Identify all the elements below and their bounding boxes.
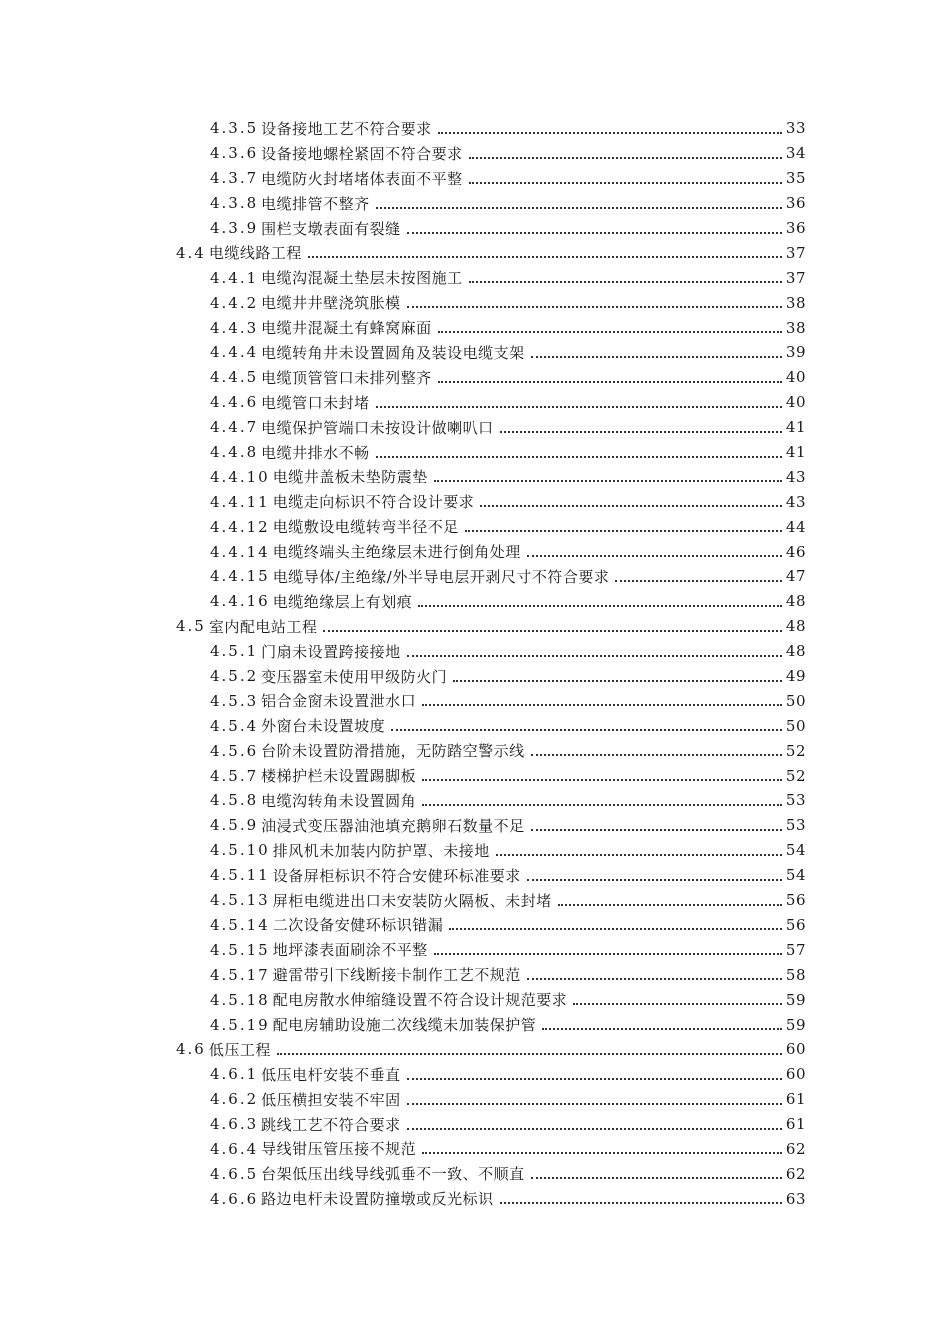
toc-entry-page-number: 62: [785, 1139, 806, 1158]
toc-entry-title: 油浸式变压器油池填充鹅卵石数量不足: [261, 816, 525, 835]
dot-leader: [480, 504, 782, 507]
toc-entry[interactable]: [0, 1012, 806, 1037]
toc-entry-page-number: 47: [785, 567, 806, 586]
toc-entry-number: 4.5.2: [210, 667, 259, 686]
toc-entry-number: 4.3.6: [210, 144, 259, 163]
toc-entry-title: 台阶未设置防滑措施，无防踏空警示线: [261, 742, 525, 761]
toc-entry-title: 低压横担安装不牢固: [261, 1090, 401, 1109]
toc-entry-page-number: 60: [785, 1040, 806, 1059]
toc-entry-title: 电缆顶管管口未排列整齐: [261, 368, 432, 387]
toc-entry-page-number: 62: [785, 1164, 806, 1183]
dot-leader: [469, 156, 782, 159]
toc-entry-number: 4.6: [176, 1040, 206, 1059]
toc-entry-number: 4.5.11: [210, 866, 270, 885]
toc-entry-page-number: 40: [785, 393, 806, 412]
toc-entry-number: 4.4.7: [210, 418, 259, 437]
dot-leader: [527, 977, 782, 980]
toc-entry-number: 4.6.1: [210, 1065, 259, 1084]
toc-entry-title: 配电房散水伸缩缝设置不符合设计规范要求: [272, 991, 568, 1010]
toc-entry-page-number: 37: [785, 268, 806, 287]
toc-entry[interactable]: [0, 937, 806, 962]
toc-entry[interactable]: [0, 838, 806, 863]
dot-leader: [438, 380, 782, 383]
toc-entry-page-number: 61: [785, 1090, 806, 1109]
toc-entry[interactable]: [0, 863, 806, 888]
toc-entry[interactable]: [0, 564, 806, 589]
toc-entry-page-number: 46: [785, 542, 806, 561]
toc-entry-title: 电缆井井壁浇筑胀模: [261, 294, 401, 313]
toc-entry[interactable]: [0, 365, 806, 390]
toc-entry[interactable]: [0, 240, 806, 265]
toc-entry-number: 4.6.6: [210, 1189, 259, 1208]
toc-entry[interactable]: [0, 888, 806, 913]
dot-leader: [527, 554, 782, 557]
dot-leader: [422, 1151, 782, 1154]
toc-entry-title: 外窗台未设置坡度: [261, 717, 386, 736]
toc-entry[interactable]: [0, 688, 806, 713]
toc-entry-page-number: 52: [785, 741, 806, 760]
toc-entry-number: 4.4.14: [210, 542, 270, 561]
dot-leader: [573, 1002, 782, 1005]
toc-entry[interactable]: [0, 813, 806, 838]
toc-entry-title: 电缆绝缘层上有划痕: [272, 592, 413, 611]
toc-entry[interactable]: [0, 1161, 806, 1186]
toc-entry-page-number: 59: [785, 1015, 806, 1034]
toc-entry-page-number: 60: [785, 1065, 806, 1084]
toc-entry-number: 4.4.11: [210, 492, 270, 511]
toc-entry-page-number: 40: [785, 368, 806, 387]
dot-leader: [531, 1176, 782, 1179]
toc-entry-title: 电缆管口未封堵: [261, 393, 370, 412]
toc-entry-page-number: 57: [785, 940, 806, 959]
toc-entry-number: 4.4.2: [210, 293, 259, 312]
toc-entry[interactable]: [0, 539, 806, 564]
toc-entry[interactable]: [0, 1186, 806, 1211]
toc-entry-title: 电缆沟转角未设置圆角: [261, 791, 417, 810]
dot-leader: [422, 778, 782, 781]
dot-leader: [500, 1201, 782, 1204]
dot-leader: [376, 405, 782, 408]
toc-entry-page-number: 54: [785, 866, 806, 885]
toc-entry[interactable]: [0, 1037, 806, 1062]
dot-leader: [422, 803, 782, 806]
toc-entry-page-number: 58: [785, 965, 806, 984]
toc-entry-number: 4.3.7: [210, 169, 259, 188]
toc-entry-number: 4.5.17: [210, 965, 270, 984]
toc-entry[interactable]: [0, 216, 806, 241]
toc-entry-page-number: 61: [785, 1115, 806, 1134]
dot-leader: [434, 479, 782, 482]
toc-entry-number: 4.5.4: [210, 716, 259, 735]
dot-leader: [531, 828, 782, 831]
toc-entry-number: 4.6.4: [210, 1139, 259, 1158]
toc-entry-title: 室内配电站工程: [208, 617, 318, 636]
toc-entry[interactable]: [0, 614, 806, 639]
toc-entry-title: 电缆沟混凝土垫层未按图施工: [261, 269, 463, 288]
toc-entry-title: 电缆保护管端口未按设计做喇叭口: [261, 418, 494, 437]
toc-entry[interactable]: [0, 390, 806, 415]
toc-entry-number: 4.5.3: [210, 691, 259, 710]
toc-entry-title: 变压器室未使用甲级防火门: [261, 667, 448, 686]
toc-entry-page-number: 52: [785, 766, 806, 785]
dot-leader: [407, 305, 782, 308]
dot-leader: [407, 1102, 782, 1105]
toc-entry[interactable]: [0, 141, 806, 166]
toc-entry-page-number: 53: [785, 816, 806, 835]
toc-entry-page-number: 37: [785, 243, 806, 262]
dot-leader: [407, 1127, 782, 1130]
toc-entry-number: 4.5: [176, 617, 206, 636]
toc-entry-title: 路边电杆未设置防撞墩或反光标识: [261, 1190, 494, 1209]
toc-entry-number: 4.5.10: [210, 841, 270, 860]
toc-entry-page-number: 41: [785, 418, 806, 437]
toc-entry-page-number: 63: [785, 1189, 806, 1208]
toc-entry-title: 电缆终端头主绝缘层未进行倒角处理: [272, 543, 521, 562]
dot-leader: [407, 654, 782, 657]
toc-entry-number: 4.4.3: [210, 318, 259, 337]
toc-entry[interactable]: [0, 290, 806, 315]
toc-entry-page-number: 38: [785, 318, 806, 337]
toc-entry-title: 电缆线路工程: [208, 244, 302, 263]
toc-entry-number: 4.4: [176, 243, 206, 262]
toc-entry-title: 低压电杆安装不垂直: [261, 1065, 401, 1084]
toc-entry-title: 配电房辅助设施二次线缆未加装保护管: [272, 1016, 537, 1034]
toc-entry-number: 4.5.1: [210, 642, 259, 661]
toc-entry-title: 围栏支墩表面有裂缝: [261, 219, 401, 238]
toc-entry[interactable]: [0, 788, 806, 813]
toc-entry-title: 电缆井排水不畅: [261, 443, 370, 462]
toc-entry-page-number: 59: [785, 990, 806, 1009]
toc-entry[interactable]: [0, 116, 806, 141]
toc-entry[interactable]: [0, 913, 806, 938]
dot-leader: [308, 255, 782, 258]
toc-entry-page-number: 50: [785, 691, 806, 710]
toc-entry[interactable]: [0, 489, 806, 514]
toc-entry[interactable]: [0, 1087, 806, 1112]
dot-leader: [323, 629, 782, 632]
toc-entry-page-number: 50: [785, 716, 806, 735]
toc-entry-title: 电缆走向标识不符合设计要求: [272, 493, 475, 512]
toc-entry-number: 4.5.19: [210, 1015, 270, 1034]
toc-entry[interactable]: [0, 440, 806, 465]
dot-leader: [527, 878, 782, 881]
toc-entry-title: 地坪漆表面刷涂不平整: [272, 941, 428, 960]
toc-entry[interactable]: [0, 265, 806, 290]
toc-entry-page-number: 48: [785, 617, 806, 636]
dot-leader: [376, 206, 782, 209]
toc-entry-number: 4.4.10: [210, 467, 270, 486]
toc-entry-title: 铝合金窗未设置泄水口: [261, 692, 417, 711]
toc-entry-number: 4.3.9: [210, 219, 259, 237]
toc-entry-title: 电缆导体/主绝缘/外半导电层开剥尺寸不符合要求: [272, 567, 610, 586]
toc-entry-page-number: 35: [785, 169, 806, 188]
toc-entry-page-number: 48: [785, 592, 806, 611]
toc-entry-title: 台架低压出线导线弧垂不一致、不顺直: [261, 1165, 525, 1184]
toc-entry-page-number: 53: [785, 791, 806, 810]
toc-entry-title: 屏柜电缆进出口未安装防火隔板、未封堵: [272, 891, 552, 910]
toc-entry-number: 4.4.16: [210, 592, 270, 611]
dot-leader: [407, 231, 782, 234]
toc-entry-title: 电缆排管不整齐: [261, 194, 370, 213]
toc-entry[interactable]: [0, 415, 806, 440]
toc-entry-title: 电缆敷设电缆转弯半径不足: [272, 518, 459, 537]
dot-leader: [438, 330, 782, 333]
toc-entry-page-number: 44: [785, 517, 806, 536]
toc-entry-page-number: 33: [785, 119, 806, 138]
toc-entry-page-number: 36: [785, 194, 806, 213]
dot-leader: [277, 1052, 782, 1055]
toc-entry-number: 4.5.9: [210, 816, 259, 835]
toc-entry-number: 4.4.1: [210, 268, 259, 287]
toc-entry-number: 4.6.3: [210, 1115, 259, 1134]
dot-leader: [531, 753, 782, 756]
toc-entry[interactable]: [0, 763, 806, 788]
dot-leader: [418, 604, 782, 607]
dot-leader: [469, 280, 782, 283]
toc-entry-number: 4.5.15: [210, 940, 270, 959]
toc-entry[interactable]: [0, 962, 806, 987]
dot-leader: [438, 131, 782, 134]
toc-entry[interactable]: [0, 514, 806, 539]
dot-leader: [422, 703, 782, 706]
toc-entry[interactable]: [0, 464, 806, 489]
toc-entry[interactable]: [0, 1137, 806, 1162]
toc-entry-number: 4.5.8: [210, 791, 259, 810]
toc-entry-title: 电缆转角井未设置圆角及装设电缆支架: [261, 343, 525, 362]
toc-entry-page-number: 54: [785, 841, 806, 860]
toc-entry[interactable]: [0, 340, 806, 365]
toc-entry[interactable]: [0, 589, 806, 614]
toc-entry-page-number: 56: [785, 915, 806, 934]
dot-leader: [407, 1077, 782, 1080]
toc-entry-number: 4.5.18: [210, 990, 270, 1009]
toc-entry[interactable]: [0, 639, 806, 664]
toc-entry-number: 4.4.8: [210, 443, 259, 462]
dot-leader: [453, 679, 782, 682]
toc-entry[interactable]: [0, 713, 806, 738]
toc-entry-title: 电缆井混凝土有蜂窝麻面: [261, 319, 432, 338]
toc-entry[interactable]: [0, 987, 806, 1012]
toc-entry-title: 电缆防火封堵堵体表面不平整: [261, 169, 463, 188]
toc-entry-title: 避雷带引下线断接卡制作工艺不规范: [272, 966, 521, 985]
toc-entry-number: 4.6.5: [210, 1164, 259, 1183]
toc-entry[interactable]: [0, 1112, 806, 1137]
table-of-contents: [0, 116, 950, 1211]
dot-leader: [376, 455, 782, 458]
toc-entry-page-number: 49: [785, 667, 806, 686]
dot-leader: [465, 529, 782, 532]
toc-entry-page-number: 43: [785, 492, 806, 511]
toc-entry[interactable]: [0, 191, 806, 216]
dot-leader: [434, 952, 782, 955]
dot-leader: [558, 903, 782, 906]
toc-entry-title: 楼梯护栏未设置踢脚板: [261, 767, 417, 786]
toc-entry-page-number: 38: [785, 293, 806, 312]
toc-entry-title: 导线钳压管压接不规范: [261, 1140, 417, 1159]
toc-entry-number: 4.4.15: [210, 567, 270, 586]
toc-entry[interactable]: [0, 166, 806, 191]
toc-entry-page-number: 48: [785, 642, 806, 661]
toc-entry-title: 设备接地螺栓紧固不符合要求: [261, 144, 463, 163]
toc-entry-page-number: 36: [785, 219, 806, 237]
toc-entry-number: 4.6.2: [210, 1090, 259, 1109]
toc-entry-number: 4.5.14: [210, 915, 270, 934]
dot-leader: [449, 927, 782, 930]
dot-leader: [500, 430, 782, 433]
toc-entry[interactable]: [0, 664, 806, 689]
toc-entry-title: 电缆井盖板未垫防震垫: [272, 468, 428, 487]
toc-entry-title: 设备接地工艺不符合要求: [261, 119, 432, 138]
toc-entry-number: 4.3.5: [210, 119, 259, 138]
dot-leader: [469, 181, 782, 184]
dot-leader: [531, 355, 782, 358]
toc-entry-number: 4.4.5: [210, 368, 259, 387]
toc-entry-title: 门扇未设置跨接接地: [261, 642, 401, 661]
toc-entry[interactable]: [0, 315, 806, 340]
dot-leader: [542, 1027, 782, 1030]
toc-entry-number: 4.5.13: [210, 891, 270, 910]
toc-entry-page-number: 39: [785, 343, 806, 362]
toc-entry-number: 4.4.12: [210, 517, 270, 536]
dot-leader: [615, 579, 782, 582]
toc-entry[interactable]: [0, 1062, 806, 1087]
toc-entry-title: 设备屏柜标识不符合安健环标准要求: [272, 866, 521, 885]
toc-entry-number: 4.4.4: [210, 343, 259, 362]
toc-entry-number: 4.5.6: [210, 741, 259, 760]
toc-entry-title: 低压工程: [208, 1040, 271, 1059]
toc-entry-number: 4.4.6: [210, 393, 259, 412]
toc-entry-title: 排风机未加装内防护罩、未接地: [272, 841, 490, 860]
dot-leader: [496, 853, 782, 856]
toc-entry-page-number: 56: [785, 891, 806, 910]
toc-entry-title: 二次设备安健环标识错漏: [272, 916, 444, 935]
toc-entry-number: 4.5.7: [210, 766, 259, 785]
dot-leader: [391, 728, 782, 731]
toc-entry-page-number: 41: [785, 443, 806, 462]
toc-entry-page-number: 34: [785, 144, 806, 163]
toc-entry-number: 4.3.8: [210, 194, 259, 213]
toc-entry-title: 跳线工艺不符合要求: [261, 1115, 401, 1134]
toc-entry-page-number: 43: [785, 467, 806, 486]
toc-entry[interactable]: [0, 738, 806, 763]
